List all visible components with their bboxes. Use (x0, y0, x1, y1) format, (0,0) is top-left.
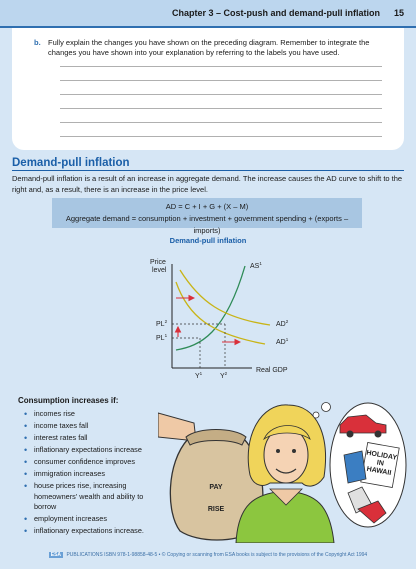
list-item: • consumer confidence improves (34, 457, 166, 468)
question-label: b. (34, 38, 41, 47)
section-title: Demand-pull inflation (12, 157, 130, 169)
y-axis-label-line2: level (152, 267, 167, 274)
cartoon-eye-left (276, 449, 280, 453)
poster-text-1: HOLIDAY (365, 449, 398, 462)
publisher-logo: ESA (50, 552, 62, 558)
as1-label: $AS^1$ (250, 261, 262, 270)
equation-long: Aggregate demand = consumption + investment + government spending + (exports – imports) (65, 214, 349, 235)
list-item: • interest rates fall (34, 433, 166, 444)
page-header (0, 0, 416, 28)
list-item: • incomes rise (34, 409, 166, 420)
pl1-label: $PL^1$ (156, 333, 168, 342)
answer-line[interactable] (60, 122, 382, 123)
x-axis-label: Real GDP (256, 367, 288, 374)
list-item: • house prices rise, increasing homeowners' wealth and ability to borrow (34, 481, 166, 513)
car-wheel-icon (347, 431, 354, 438)
bag-text-top: PAY (209, 484, 223, 491)
equation-short: AD = C + I + G + (X – M) (165, 202, 249, 211)
ad1-curve (176, 282, 265, 344)
list-item: • immigration increases (34, 469, 166, 480)
consumption-title: Consumption increases if: (18, 396, 119, 405)
y-axis-label-line1: Price (150, 259, 166, 266)
footer-text: PUBLICATIONS ISBN 978-1-98858-48-5 • © Copying or scanning from ESA books is subject to the provisions of the Copyright Act 1994 (66, 552, 368, 558)
question-text: Fully explain the changes you have shown on the preceding diagram. Remember to integrate the changes you have shown into your explanation by referring to the labels you have used. (48, 38, 370, 57)
ad1-label: $AD^1$ (276, 337, 289, 346)
poster-text-2: IN (376, 459, 385, 468)
y1-label: $Y^1$ (195, 371, 203, 380)
thought-dot-medium (322, 403, 331, 412)
cartoon-eye-right (292, 449, 296, 453)
poster-text-3: HAWAII (366, 465, 392, 478)
ad2-label: $AD^2$ (276, 319, 289, 328)
answer-line[interactable] (60, 108, 382, 109)
thought-dot-small (313, 412, 319, 418)
pay-rise-cartoon (158, 393, 408, 543)
chart-title: Demand-pull inflation (169, 236, 247, 245)
answer-line[interactable] (60, 136, 382, 137)
equation-box (52, 198, 362, 235)
page-number: 15 (393, 8, 404, 18)
list-item: • employment increases (34, 514, 166, 525)
section-divider (12, 170, 404, 171)
section-intro: Demand-pull inflation is a result of an increase in aggregate demand. The increase causes the AD curve to shift to the right and, as a result, there is an increase in the price level. (12, 174, 403, 194)
page-footer (0, 552, 416, 558)
chapter-title: Chapter 3 – Cost-push and demand-pull inflation (171, 8, 380, 18)
ad-as-chart (0, 246, 416, 392)
list-item: • inflationary expectations increase. (34, 526, 166, 537)
answer-line[interactable] (60, 66, 382, 67)
bag-text-bottom: RISE (207, 506, 225, 513)
answer-line[interactable] (60, 80, 382, 81)
list-item: • inflationary expectations increase (34, 445, 166, 456)
car-wheel-icon (375, 431, 382, 438)
answer-line[interactable] (60, 94, 382, 95)
shopping-bag-icon (344, 451, 366, 483)
list-item: • income taxes fall (34, 421, 166, 432)
consumption-list (34, 409, 166, 538)
y2-label: $Y^2$ (220, 371, 228, 380)
pl2-label: $PL^2$ (156, 319, 168, 328)
